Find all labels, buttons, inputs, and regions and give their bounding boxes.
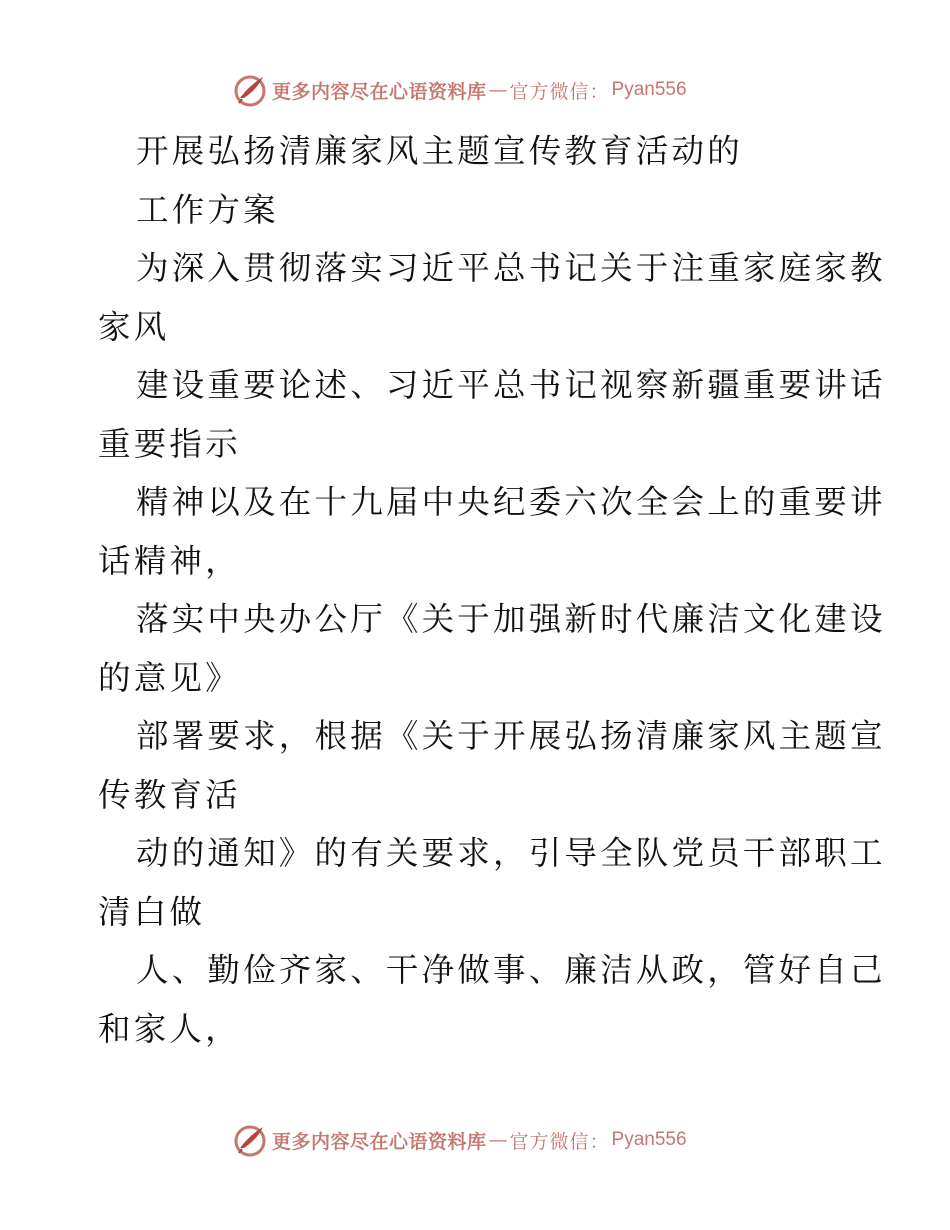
document-text-line: 重要指示 [98, 424, 241, 463]
document-body [98, 122, 886, 1058]
document-text-line: 动的通知》的有关要求，引导全队党员干部职工 [136, 834, 886, 872]
document-text-line: 清白做 [98, 892, 206, 931]
document-text-line: 建设重要论述、习近平总书记视察新疆重要讲话 [136, 366, 886, 404]
document-text-line: 落实中央办公厅《关于加强新时代廉洁文化建设 [136, 600, 886, 638]
document-text-line: 为深入贯彻落实习近平总书记关于注重家庭家教 [136, 249, 886, 287]
quill-circle-logo-icon [232, 1122, 268, 1158]
document-text-line: 人、勤俭齐家、干净做事、廉洁从政，管好自己 [136, 951, 886, 989]
document-title-line: 工作方案 [136, 190, 279, 229]
document-title-line: 开展弘扬清廉家风主题宣传教育活动的 [136, 132, 743, 170]
header-watermark [232, 70, 687, 110]
document-text-line: 和家人， [98, 1009, 241, 1048]
watermark-dash: — [488, 1129, 508, 1151]
quill-circle-logo-icon [232, 72, 268, 108]
document-text-line: 的意见》 [98, 658, 241, 697]
watermark-brand: 更多内容尽在心语资料库 [272, 1130, 487, 1153]
watermark-wechat-label: 官方微信： [509, 1130, 610, 1153]
document-text-line: 话精神， [98, 541, 241, 580]
document-text-line: 部署要求，根据《关于开展弘扬清廉家风主题宣 [136, 717, 886, 755]
watermark-wechat-label: 官方微信： [509, 80, 610, 103]
document-text-line: 传教育活 [98, 775, 241, 814]
watermark-dash: — [488, 79, 508, 101]
footer-watermark [232, 1120, 687, 1160]
watermark-brand: 更多内容尽在心语资料库 [272, 80, 487, 103]
watermark-wechat-id: Pyan556 [611, 1129, 687, 1150]
document-text-line: 家风 [98, 307, 170, 346]
document-text-line: 精神以及在十九届中央纪委六次全会上的重要讲 [136, 483, 886, 521]
watermark-wechat-id: Pyan556 [611, 79, 687, 100]
